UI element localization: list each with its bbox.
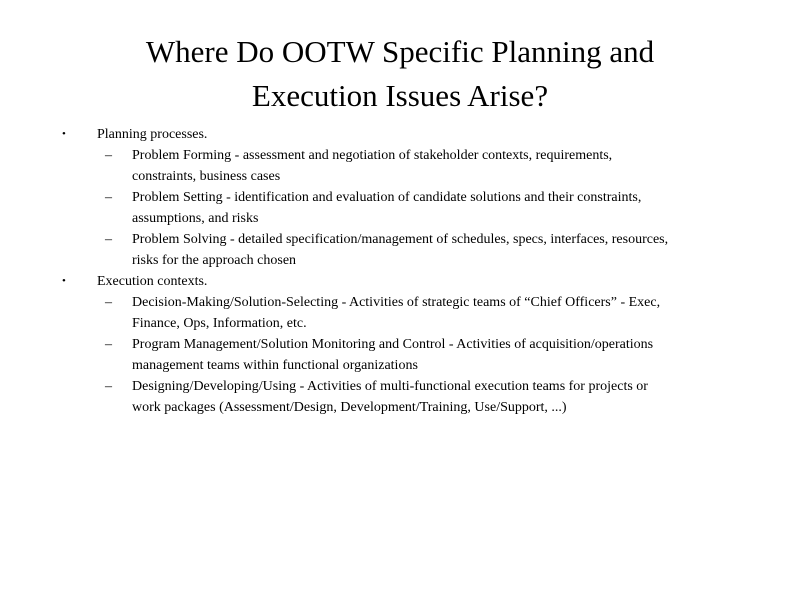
sub-bullet-text: work packages (Assessment/Design, Development/Training, Use/Support, ...) (132, 400, 567, 415)
sub-bullet-text: assumptions, and risks (132, 211, 259, 226)
sub-bullet-item (0, 145, 800, 187)
sub-bullet-item (0, 229, 800, 271)
slide-title-line: Where Do OOTW Specific Planning and (145, 34, 655, 69)
bullet-marker: • (62, 275, 66, 287)
bullet-text: Planning processes. (97, 127, 208, 142)
sub-bullet-text: Problem Solving - detailed specification/management of schedules, specs, interfaces, resources, (132, 232, 669, 247)
sub-bullet-item (0, 292, 800, 334)
dash-marker: – (105, 148, 112, 163)
dash-marker: – (105, 232, 112, 247)
sub-bullet-text: Problem Forming - assessment and negotiation of stakeholder contexts, requirements, (132, 148, 613, 163)
sub-bullet-text: Program Management/Solution Monitoring and Control - Activities of acquisition/operations (132, 337, 654, 352)
dash-marker: – (105, 190, 112, 205)
bullet-item (0, 124, 800, 145)
sub-bullet-text: Designing/Developing/Using - Activities of multi-functional execution teams for projects or (132, 379, 648, 394)
sub-bullet-text: Finance, Ops, Information, etc. (132, 316, 307, 331)
sub-bullet-item (0, 376, 800, 418)
sub-bullet-text: constraints, business cases (132, 169, 281, 184)
sub-bullet-text: management teams within functional organizations (132, 358, 418, 373)
sub-bullet-item (0, 187, 800, 229)
bullet-text: Execution contexts. (97, 274, 208, 289)
sub-bullet-text: risks for the approach chosen (132, 253, 297, 268)
dash-marker: – (105, 295, 112, 310)
sub-bullet-item (0, 334, 800, 376)
slide-content (0, 124, 800, 418)
dash-marker: – (105, 379, 112, 394)
bullet-marker: • (62, 128, 66, 140)
bullet-item (0, 271, 800, 292)
dash-marker: – (105, 337, 112, 352)
slide-title (60, 30, 740, 118)
sub-bullet-text: Problem Setting - identification and evaluation of candidate solutions and their constraints, (132, 190, 642, 205)
slide-title-line: Execution Issues Arise? (251, 78, 549, 113)
sub-bullet-text: Decision-Making/Solution-Selecting - Activities of strategic teams of “Chief Officers” - Exec, (132, 295, 661, 310)
